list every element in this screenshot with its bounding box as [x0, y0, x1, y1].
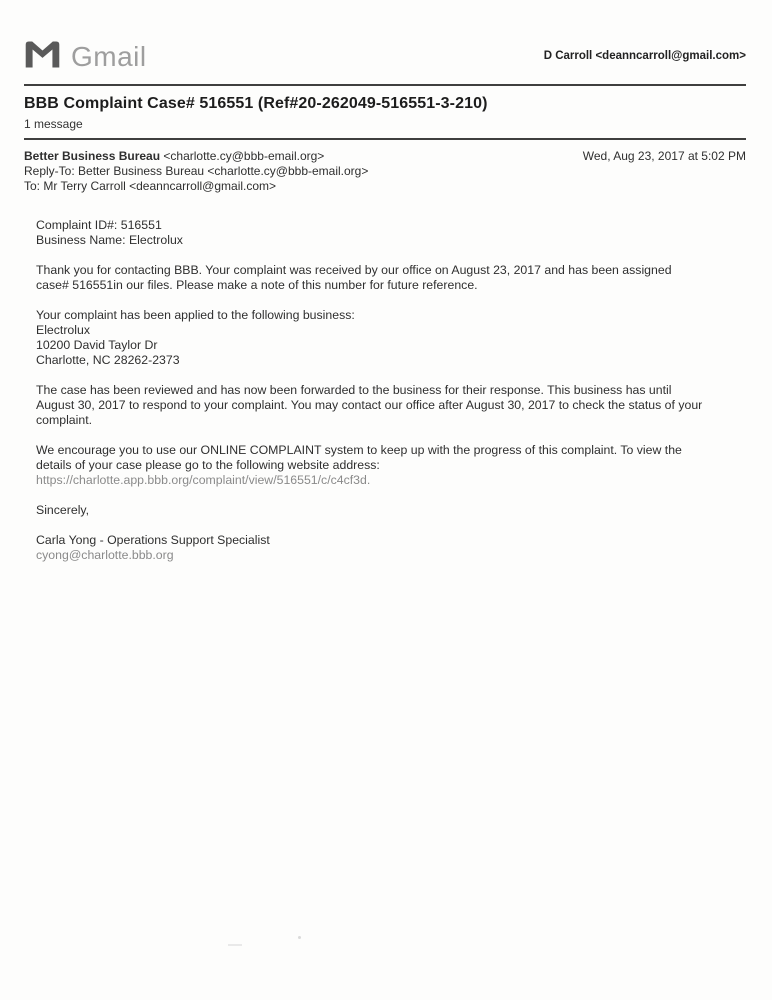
paragraph-business-address — [36, 308, 746, 368]
from-row — [24, 149, 746, 164]
signature-name: Carla Yong - Operations Support Specialist — [36, 533, 270, 547]
body-line: Electrolux — [36, 323, 90, 337]
scan-artifact-speck — [298, 936, 301, 939]
paragraph-online-complaint — [36, 443, 746, 488]
body-line: 10200 David Taylor Dr — [36, 338, 158, 352]
signature-block — [36, 533, 746, 563]
paragraph-closing — [36, 503, 746, 518]
body-line: The case has been reviewed and has now been forwarded to the business for their response. This business has until — [36, 383, 672, 397]
print-header — [24, 40, 746, 72]
body-line: We encourage you to use our ONLINE COMPLAINT system to keep up with the progress of this complaint. To view the — [36, 443, 682, 457]
complaint-view-url: https://charlotte.app.bbb.org/complaint/view/516551/c/c4cf3d. — [36, 473, 371, 487]
to-line: To: Mr Terry Carroll <deanncarroll@gmail.com> — [24, 179, 277, 193]
sender-name: Better Business Bureau — [24, 149, 161, 163]
paragraph-case-reviewed — [36, 383, 746, 428]
subject-divider — [24, 138, 746, 140]
paragraph-thank-you — [36, 263, 746, 293]
email-subject-title: BBB Complaint Case# 516551 (Ref#20-262049-516551-3-210) — [24, 95, 488, 112]
message-headers — [24, 149, 746, 194]
body-line: Your complaint has been applied to the following business: — [36, 308, 355, 322]
body-line: case# 516551in our files. Please make a note of this number for future reference. — [36, 278, 478, 292]
message-date: Wed, Aug 23, 2017 at 5:02 PM — [582, 149, 746, 163]
body-line: Complaint ID#: 516551 — [36, 218, 162, 232]
sender-email: <charlotte.cy@bbb-email.org> — [160, 149, 325, 163]
paragraph-complaint-info — [36, 218, 746, 248]
gmail-wordmark: Gmail — [71, 40, 147, 72]
body-line: complaint. — [36, 413, 93, 427]
header-divider — [24, 84, 746, 86]
gmail-logo — [24, 40, 147, 72]
body-line: Business Name: Electrolux — [36, 233, 183, 247]
sender-line — [24, 149, 324, 164]
gmail-m-envelope-icon — [24, 40, 61, 69]
message-count: 1 message — [24, 117, 83, 131]
account-owner-email: D Carroll <deanncarroll@gmail.com> — [543, 50, 746, 62]
message-body — [36, 218, 746, 563]
body-line: August 30, 2017 to respond to your complaint. You may contact our office after August 30, 2017 to check the status of your — [36, 398, 703, 412]
scan-artifact-smudge — [228, 944, 242, 946]
body-line: Sincerely, — [36, 503, 90, 517]
signature-email: cyong@charlotte.bbb.org — [36, 548, 174, 562]
body-line: details of your case please go to the following website address: — [36, 458, 380, 472]
body-line: Charlotte, NC 28262-2373 — [36, 353, 180, 367]
reply-to-line: Reply-To: Better Business Bureau <charlotte.cy@bbb-email.org> — [24, 164, 369, 178]
body-line: Thank you for contacting BBB. Your complaint was received by our office on August 23, 2017 and has been assigned — [36, 263, 672, 277]
